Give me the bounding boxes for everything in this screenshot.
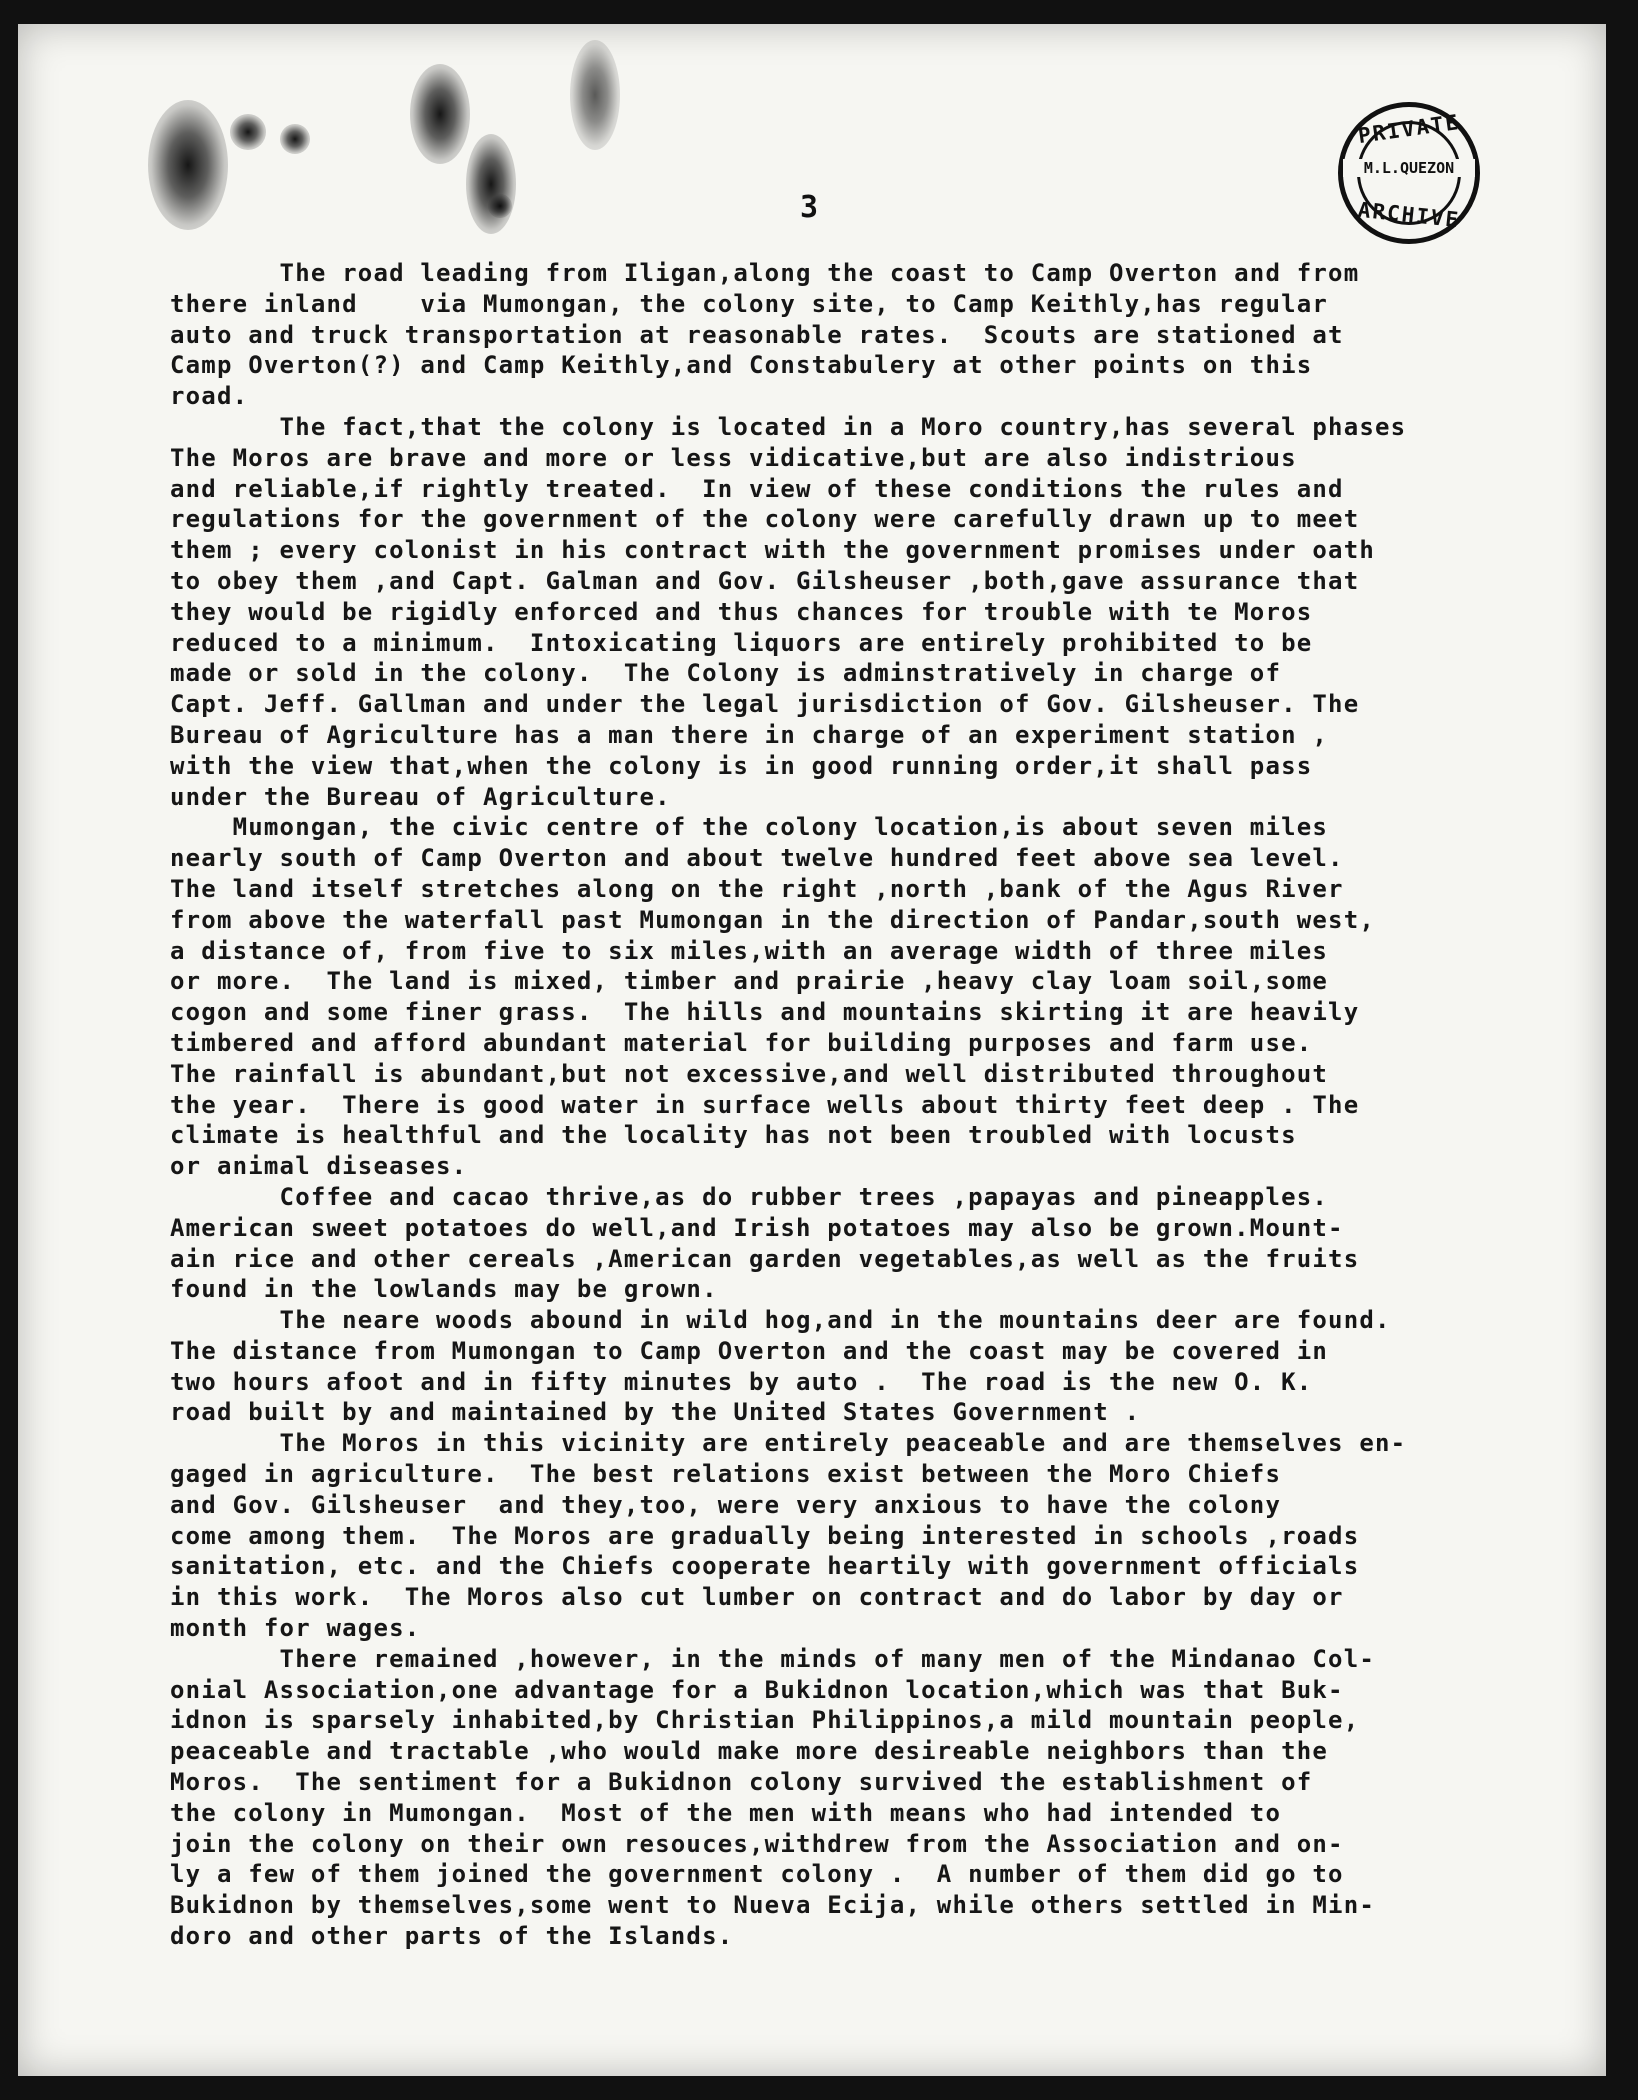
ink-blot [148, 100, 228, 230]
text-line: The fact,that the colony is located in a Moro country,has several phases [170, 412, 1407, 441]
text-line: join the colony on their own resouces,withdrew from the Association and on- [170, 1829, 1344, 1858]
text-line: the year. There is good water in surface wells about thirty feet deep . The [170, 1090, 1360, 1119]
text-line: Camp Overton(?) and Camp Keithly,and Constabulery at other points on this [170, 351, 1313, 380]
ink-blot [570, 40, 620, 150]
ink-blot [280, 124, 310, 154]
text-line: two hours afoot and in fifty minutes by auto . The road is the new O. K. [170, 1367, 1313, 1396]
text-line: sanitation, etc. and the Chiefs cooperate heartily with government officials [170, 1552, 1360, 1581]
stamp-top-text: PRIVATE [1356, 109, 1462, 149]
text-line: ain rice and other cereals ,American garden vegetables,as well as the fruits [170, 1244, 1360, 1273]
document-body [170, 258, 1610, 1952]
ink-blot [488, 194, 512, 218]
text-line: The Moros are brave and more or less vidicative,but are also indistrious [170, 443, 1297, 472]
text-line: peaceable and tractable ,who would make more desireable neighbors than the [170, 1737, 1329, 1766]
text-line: Bukidnon by themselves,some went to Nueva Ecija, while others settled in Min- [170, 1891, 1375, 1920]
text-line: and reliable,if rightly treated. In view of these conditions the rules and [170, 474, 1344, 503]
text-line: Moros. The sentiment for a Bukidnon colony survived the establishment of [170, 1768, 1313, 1797]
text-line: ly a few of them joined the government colony . A number of them did go to [170, 1860, 1344, 1889]
ink-blot [410, 64, 470, 164]
text-line: doro and other parts of the Islands. [170, 1922, 734, 1951]
text-line: road built by and maintained by the United States Government . [170, 1398, 1141, 1427]
ink-blot [466, 134, 516, 234]
text-line: The neare woods abound in wild hog,and in the mountains deer are found. [170, 1306, 1391, 1335]
stamp-middle-text: M.L.QUEZON [1343, 159, 1475, 177]
text-line: nearly south of Camp Overton and about twelve hundred feet above sea level. [170, 844, 1344, 873]
text-line: Bureau of Agriculture has a man there in charge of an experiment station , [170, 720, 1329, 749]
text-line: gaged in agriculture. The best relations exist between the Moro Chiefs [170, 1460, 1282, 1489]
text-line: a distance of, from five to six miles,with an average width of three miles [170, 936, 1329, 965]
text-line: road. [170, 382, 249, 411]
text-line: regulations for the government of the colony were carefully drawn up to meet [170, 505, 1360, 534]
text-line: there inland via Mumongan, the colony site, to Camp Keithly,has regular [170, 289, 1329, 318]
page-number: 3 [800, 190, 819, 225]
text-line: The land itself stretches along on the right ,north ,bank of the Agus River [170, 874, 1344, 903]
stamp-bottom-text: ARCHIVE [1356, 197, 1462, 233]
text-line: The distance from Mumongan to Camp Overton and the coast may be covered in [170, 1336, 1329, 1365]
text-line: The road leading from Iligan,along the coast to Camp Overton and from [170, 259, 1360, 287]
text-line: with the view that,when the colony is in good running order,it shall pass [170, 751, 1313, 780]
text-line: The rainfall is abundant,but not excessive,and well distributed throughout [170, 1059, 1329, 1088]
text-line: cogon and some finer grass. The hills and mountains skirting it are heavily [170, 998, 1360, 1027]
text-line: onial Association,one advantage for a Bukidnon location,which was that Buk- [170, 1675, 1344, 1704]
text-line: found in the lowlands may be grown. [170, 1275, 718, 1304]
text-line: American sweet potatoes do well,and Irish potatoes may also be grown.Mount- [170, 1213, 1344, 1242]
text-line: to obey them ,and Capt. Galman and Gov. Gilsheuser ,both,gave assurance that [170, 566, 1360, 595]
text-line: and Gov. Gilsheuser and they,too, were very anxious to have the colony [170, 1490, 1282, 1519]
text-line: Mumongan, the civic centre of the colony location,is about seven miles [170, 813, 1329, 842]
text-line: The Moros in this vicinity are entirely peaceable and are themselves en- [170, 1429, 1407, 1458]
private-archive-stamp [1338, 102, 1480, 244]
text-line: or animal diseases. [170, 1152, 468, 1181]
text-line: come among them. The Moros are gradually being interested in schools ,roads [170, 1521, 1360, 1550]
text-line: they would be rigidly enforced and thus chances for trouble with te Moros [170, 597, 1313, 626]
text-line: made or sold in the colony. The Colony is adminstratively in charge of [170, 659, 1282, 688]
text-line: auto and truck transportation at reasonable rates. Scouts are stationed at [170, 320, 1344, 349]
text-line: timbered and afford abundant material for building purposes and farm use. [170, 1028, 1313, 1057]
text-line: Coffee and cacao thrive,as do rubber trees ,papayas and pineapples. [170, 1182, 1329, 1211]
text-line: There remained ,however, in the minds of many men of the Mindanao Col- [170, 1644, 1375, 1673]
text-line: reduced to a minimum. Intoxicating liquors are entirely prohibited to be [170, 628, 1313, 657]
text-line: climate is healthful and the locality has not been troubled with locusts [170, 1121, 1297, 1150]
ink-blot [230, 114, 266, 150]
text-line: them ; every colonist in his contract with the government promises under oath [170, 536, 1375, 565]
text-line: idnon is sparsely inhabited,by Christian Philippinos,a mild mountain people, [170, 1706, 1360, 1735]
text-line: under the Bureau of Agriculture. [170, 782, 671, 811]
text-line: or more. The land is mixed, timber and prairie ,heavy clay loam soil,some [170, 967, 1329, 996]
text-line: the colony in Mumongan. Most of the men with means who had intended to [170, 1798, 1282, 1827]
text-line: in this work. The Moros also cut lumber on contract and do labor by day or [170, 1583, 1344, 1612]
text-line: Capt. Jeff. Gallman and under the legal jurisdiction of Gov. Gilsheuser. The [170, 690, 1360, 719]
text-line: from above the waterfall past Mumongan in the direction of Pandar,south west, [170, 905, 1375, 934]
text-line: month for wages. [170, 1614, 421, 1643]
